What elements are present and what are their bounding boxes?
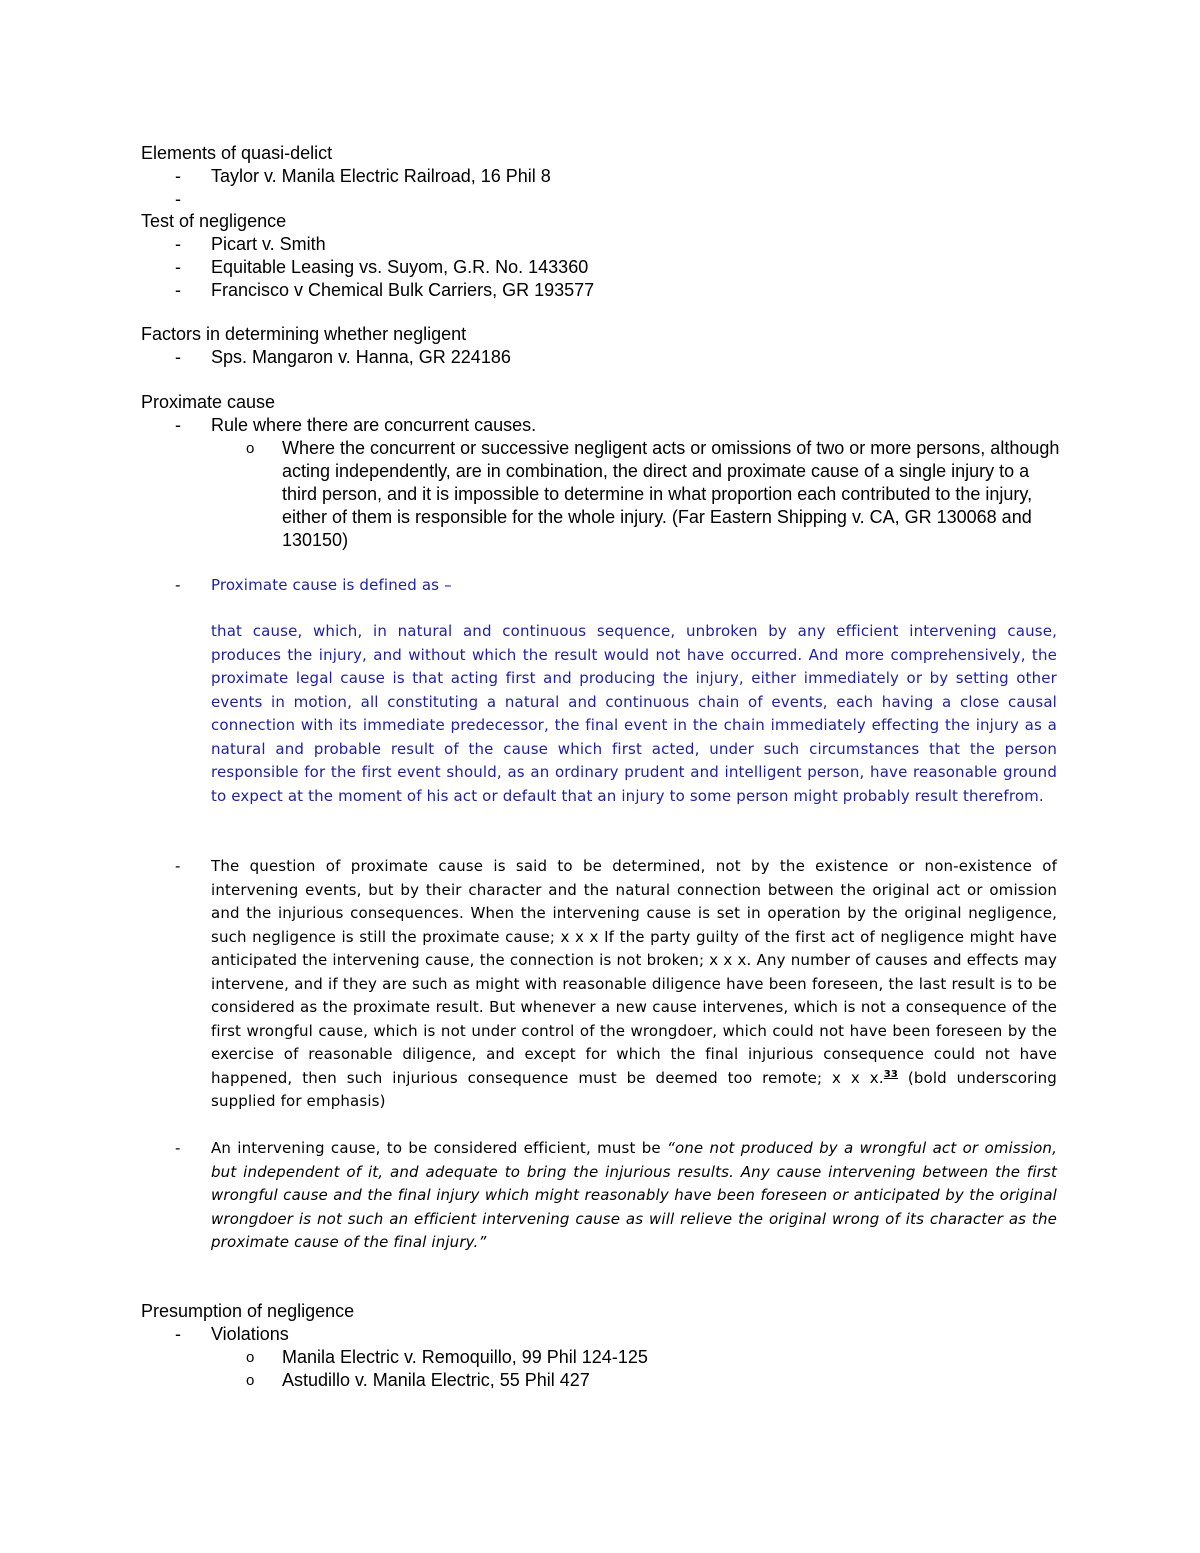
heading-elements-of-quasi-delict: Elements of quasi-delict bbox=[141, 143, 333, 163]
list-item-astudillo: Astudillo v. Manila Electric, 55 Phil 427 bbox=[282, 1370, 590, 1390]
list-item-rule-concurrent: Rule where there are concurrent causes. bbox=[211, 415, 537, 435]
bullet-dash: - bbox=[175, 189, 181, 209]
heading-test-of-negligence: Test of negligence bbox=[141, 211, 287, 231]
bullet-circle: o bbox=[246, 440, 255, 457]
intervening-cause-quote: “one not produced by a wrongful act or omission, but independent of it, and adequate to bring the injurious results. Any cause intervening between the first wrongful cause and the final injury which might reasonably have been foreseen or anticipated by the original wrongdoer is not such an efficient intervening cause as will relieve the original wrong of its character as the proximate cause of the final injury.” bbox=[211, 1139, 1057, 1251]
bullet-dash: - bbox=[175, 166, 181, 186]
proximate-question-text: The question of proximate cause is said to be determined, not by the existence or non-existence of intervening events, but by their character and the natural connection between the original act or omission and the injurious consequences. When the intervening cause is set in operation by the original negligence, such negligence is still the proximate cause; x x x If the party guilty of the first act of negligence might have anticipated the intervening cause, the connection is not broken; x x x. Any number of causes and effects may intervene, and if they are such as might with reasonable diligence have been foreseen, the last result is to be considered as the proximate result. But whenever a new cause intervenes, which is not a consequence of the first wrongful cause, which is not under control of the wrongdoer, which could not have been foreseen by the exercise of reasonable diligence, and except for which the final injurious consequence could not have happened, then such injurious consequence must be deemed too remote; x x x. bbox=[211, 857, 1057, 1087]
bullet-dash: - bbox=[175, 1324, 181, 1344]
bullet-dash: - bbox=[175, 1139, 181, 1157]
bullet-dash: - bbox=[175, 280, 181, 300]
proximate-definition-quote: that cause, which, in natural and continuous sequence, unbroken by any efficient intervening cause, produces the injury, and without which the result would not have occurred. And more comprehensively, the proximate legal cause is that acting first and producing the injury, either immediately or by setting other events in motion, all constituting a natural and continuous chain of events, each having a close causal connection with its immediate predecessor, the final event in the chain immediately effecting the injury as a natural and probable result of the cause which first acted, under such circumstances that the person responsible for the first event should, as an ordinary prudent and intelligent person, have reasonable ground to expect at the moment of his act or default that an injury to some person might probably result therefrom. bbox=[211, 622, 1057, 805]
list-item-remoquillo: Manila Electric v. Remoquillo, 99 Phil 124-125 bbox=[282, 1347, 648, 1367]
bullet-circle: o bbox=[246, 1372, 255, 1389]
bullet-dash: - bbox=[175, 415, 181, 435]
list-item-violations: Violations bbox=[211, 1324, 289, 1344]
intervening-cause-intro: An intervening cause, to be considered efficient, must be bbox=[211, 1139, 661, 1157]
heading-proximate-cause: Proximate cause bbox=[141, 392, 276, 412]
list-item-francisco: Francisco v Chemical Bulk Carriers, GR 193577 bbox=[211, 280, 595, 300]
heading-presumption-of-negligence: Presumption of negligence bbox=[141, 1301, 355, 1321]
proximate-question-tail: (bold underscoring supplied for emphasis) bbox=[211, 1068, 1057, 1110]
list-item-mangaron: Sps. Mangaron v. Hanna, GR 224186 bbox=[211, 347, 511, 367]
intervening-cause-paragraph bbox=[211, 1137, 1057, 1255]
list-item-equitable-leasing: Equitable Leasing vs. Suyom, G.R. No. 143360 bbox=[211, 257, 589, 277]
proximate-defined-label: Proximate cause is defined as – bbox=[211, 576, 452, 594]
proximate-question-paragraph bbox=[211, 855, 1057, 1114]
bullet-dash: - bbox=[175, 576, 181, 594]
bullet-dash: - bbox=[175, 857, 181, 875]
footnote-marker[interactable]: 33 bbox=[883, 1068, 898, 1080]
bullet-dash: - bbox=[175, 234, 181, 254]
bullet-dash: - bbox=[175, 347, 181, 367]
bullet-dash: - bbox=[175, 257, 181, 277]
heading-factors: Factors in determining whether negligent bbox=[141, 324, 467, 344]
bullet-circle: o bbox=[246, 1349, 255, 1366]
rule-concurrent-text: Where the concurrent or successive negligent acts or omissions of two or more persons, although acting independently, are in combination, the direct and proximate cause of a single injury to a third person, and it is impossible to determine in what proportion each contributed to the injury, either of them is responsible for the whole injury. (Far Eastern Shipping v. CA, GR 130068 and 130150) bbox=[282, 438, 1060, 550]
list-item-taylor: Taylor v. Manila Electric Railroad, 16 Phil 8 bbox=[211, 166, 551, 186]
list-item-picart: Picart v. Smith bbox=[211, 234, 326, 254]
